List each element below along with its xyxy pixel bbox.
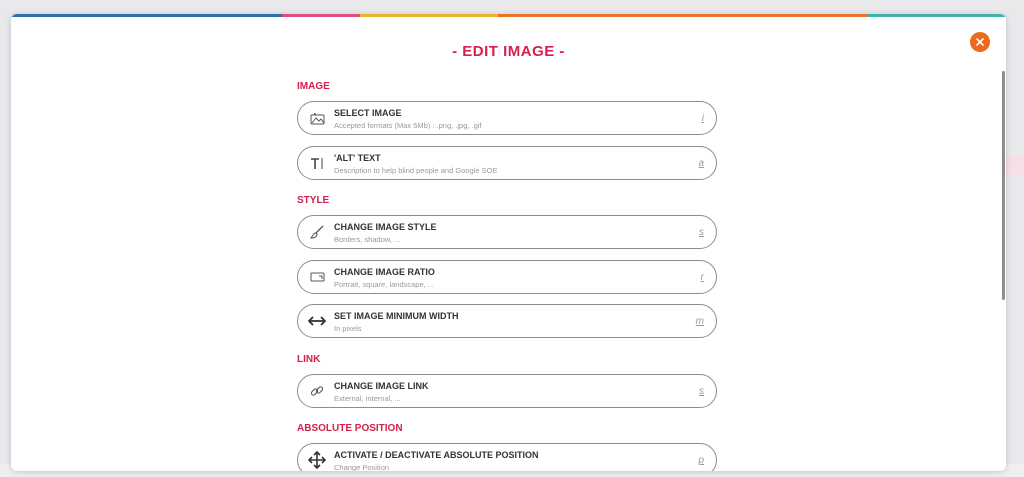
section-link: LINK [297,354,321,365]
modal-color-bar [11,14,1006,17]
set-minimum-width-button[interactable] [297,304,717,338]
modal-title: - EDIT IMAGE - [452,43,565,60]
close-x-icon [975,37,985,47]
option-label: CHANGE IMAGE LINK [334,381,429,391]
option-label: SELECT IMAGE [334,108,402,118]
alt-text-button[interactable] [297,146,717,180]
shortcut-key: s [699,386,704,397]
shortcut-key: a [698,158,704,169]
option-description: In pixels [334,324,362,333]
option-description: Portrait, square, landscape, ... [334,280,435,289]
text-cursor-icon [308,155,326,171]
close-button[interactable] [970,32,990,52]
horizontal-arrows-icon [308,313,326,329]
change-image-link-button[interactable] [297,374,717,408]
change-image-style-button[interactable] [297,215,717,249]
shortcut-key: i [701,113,704,124]
option-description: External, internal, ... [334,394,401,403]
background-strip [1006,155,1024,175]
brush-icon [308,224,326,240]
select-image-button[interactable] [297,101,717,135]
shortcut-key: m [695,316,704,327]
option-label: SET IMAGE MINIMUM WIDTH [334,311,459,321]
edit-image-modal [11,14,1006,471]
shortcut-key: r [700,272,704,283]
option-label: CHANGE IMAGE STYLE [334,222,437,232]
option-label: ACTIVATE / DEACTIVATE ABSOLUTE POSITION [334,450,539,460]
change-image-ratio-button[interactable] [297,260,717,294]
scrollbar[interactable] [1002,71,1005,300]
section-absolute-position: ABSOLUTE POSITION [297,423,403,434]
ratio-icon [308,269,326,285]
image-icon [308,110,326,126]
option-label: 'ALT' TEXT [334,153,381,163]
option-description: Change Position [334,463,390,471]
option-description: Borders, shadow, ... [334,235,401,244]
section-style: STYLE [297,195,330,206]
section-image: IMAGE [297,81,330,92]
option-description: Description to help blind people and Google SOE [334,166,498,175]
shortcut-key: s [699,227,704,238]
option-label: CHANGE IMAGE RATIO [334,267,435,277]
shortcut-key: p [698,455,704,466]
move-icon [308,452,326,468]
link-icon [308,383,326,399]
option-description: Accepted formats (Max 5Mb) : .png, .jpg, .gif [334,121,482,130]
absolute-position-button[interactable] [297,443,717,471]
